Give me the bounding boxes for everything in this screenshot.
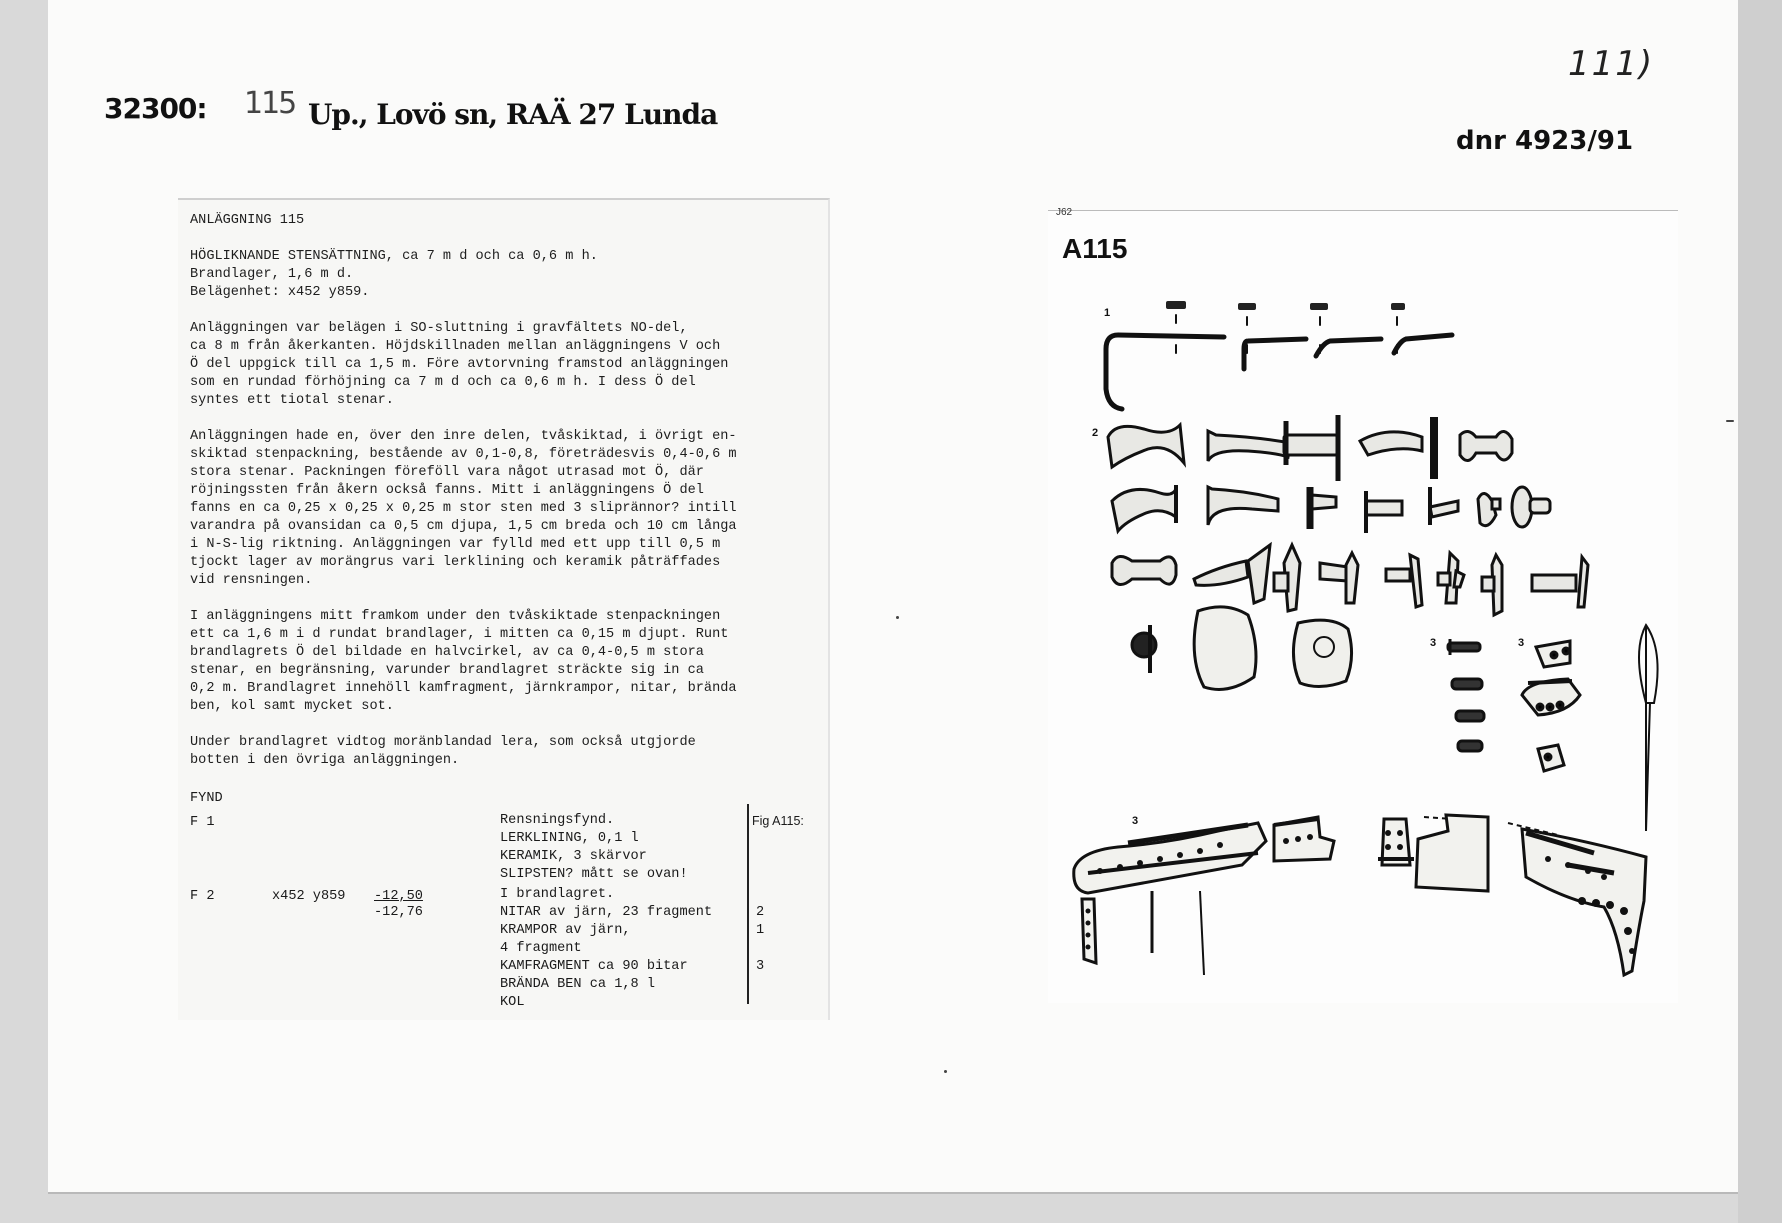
disc-rivet-drawing	[1132, 625, 1156, 673]
paragraph-line: skiktad stenpackning, bestående av 0,1-0,8, företrädesvis 0,4-0,6 m	[190, 447, 737, 462]
find-fig-ref: 3	[756, 959, 765, 974]
comb-rivet-drawing	[1452, 679, 1482, 689]
find-coords: x452 y859	[272, 889, 346, 904]
find-id: F 1	[190, 815, 215, 830]
paragraph-line: fanns en ca 0,25 x 0,25 x 0,25 m stor sten med 3 sliprännor? intill	[190, 501, 737, 516]
paragraph-line: Ö del uppgick till ca 1,5 m. Före avtorvning framstod anläggningen	[190, 357, 729, 372]
fig-column-divider	[747, 804, 749, 1004]
rivet-drawing	[1360, 417, 1434, 479]
rivet-drawing	[1478, 493, 1500, 525]
comb-fragment-drawing	[1538, 745, 1564, 771]
figure-plate	[1048, 207, 1678, 1003]
report-card	[178, 198, 830, 1020]
rivet-drawing	[1532, 557, 1588, 607]
rivet-drawing	[1482, 555, 1502, 615]
find-level-bottom: -12,76	[374, 905, 423, 920]
paragraph-line: ben, kol samt mycket sot.	[190, 699, 394, 714]
paragraph-line: vid rensningen.	[190, 573, 313, 588]
rivet-drawing	[1208, 487, 1278, 525]
comb-fragment-drawing	[1536, 641, 1570, 667]
staple-drawing	[1238, 303, 1306, 369]
paragraph-line: tjockt lager av morängrus vari lerklining och keramik påträffades	[190, 555, 721, 570]
rivets-group	[1108, 415, 1588, 615]
catalog-number: 32300:	[104, 92, 207, 125]
summary-line: Belägenhet: x452 y859.	[190, 285, 370, 300]
rivet-drawing	[1430, 487, 1458, 525]
staples-group	[1106, 301, 1452, 409]
find-line: I brandlagret.	[500, 887, 615, 902]
catalog-handwritten-suffix: 115	[244, 86, 296, 121]
label-comb-plates: 3	[1518, 637, 1525, 649]
rivet-drawing	[1112, 485, 1176, 531]
paragraph-line: I anläggningens mitt framkom under den tvåskiktade stenpackningen	[190, 609, 721, 624]
whetstone-drawing	[1293, 620, 1351, 686]
rivet-drawing	[1386, 555, 1422, 607]
misc-finds-group	[1132, 607, 1658, 831]
label-comb-rivets: 3	[1430, 637, 1437, 649]
paragraph-line: som en rundad förhöjning ca 7 m d och ca 0,6 m h. I dess Ö del	[190, 375, 696, 390]
rivet-drawing	[1512, 487, 1550, 527]
rivet-drawing	[1310, 487, 1336, 529]
find-fig-ref: 1	[756, 923, 765, 938]
summary-line: Brandlager, 1,6 m d.	[190, 267, 354, 282]
find-line: BRÄNDA BEN ca 1,8 l	[500, 977, 655, 992]
scan-speck	[1726, 420, 1734, 422]
figure-title: A115	[1062, 233, 1128, 264]
comb-drawing	[1074, 815, 1646, 975]
comb-rivet-drawing	[1448, 639, 1480, 655]
paragraph-line: stenar, en begränsning, varunder brandlagret sträckte sig in ca	[190, 663, 704, 678]
finds-heading: FYND	[190, 791, 223, 806]
find-line: SLIPSTEN? mått se ovan!	[500, 867, 688, 882]
paragraph-line: syntes ett tiotal stenar.	[190, 393, 394, 408]
handwritten-page-number: 111)	[1568, 44, 1655, 84]
rivet-drawing	[1194, 545, 1270, 603]
pin-drawing	[1639, 625, 1658, 831]
scanner-background	[1738, 0, 1782, 1223]
comb-fragment-drawing	[1522, 679, 1580, 715]
rivet-drawing	[1438, 553, 1464, 603]
rivet-drawing	[1320, 553, 1358, 603]
label-rivets: 2	[1092, 427, 1099, 439]
comb-rivet-drawing	[1458, 741, 1482, 751]
paragraph-line: Under brandlagret vidtog moränblandad lera, som också utgjorde	[190, 735, 696, 750]
fig-column-header: Fig A115:	[752, 814, 804, 828]
find-line: 4 fragment	[500, 941, 582, 956]
report-title: ANLÄGGNING 115	[190, 213, 305, 228]
label-staples: 1	[1104, 307, 1111, 319]
find-fig-ref: 2	[756, 905, 765, 920]
find-line: NITAR av järn, 23 fragment	[500, 905, 713, 920]
paragraph-line: botten i den övriga anläggningen.	[190, 753, 460, 768]
staple-drawing	[1106, 301, 1224, 409]
paragraph-line: i N-S-lig riktning. Anläggningen var fylld med ett upp till 0,5 m	[190, 537, 721, 552]
scan-speck	[896, 616, 899, 619]
rivet-drawing	[1112, 556, 1176, 584]
comb-rivet-drawing	[1456, 711, 1484, 721]
rivet-drawing	[1284, 415, 1338, 481]
find-id: F 2	[190, 889, 215, 904]
rivet-drawing	[1108, 425, 1184, 467]
paragraph-line: röjningssten från åkern också fanns. Mitt i anläggningens Ö del	[190, 483, 704, 498]
dnr-reference: dnr 4923/91	[1456, 126, 1634, 156]
paragraph-line: Anläggningen var belägen i SO-sluttning i gravfältets NO-del,	[190, 321, 688, 336]
rivet-drawing	[1460, 431, 1512, 460]
find-line: KOL	[500, 995, 525, 1010]
finds-table	[190, 790, 810, 1030]
rivet-drawing	[1274, 545, 1300, 611]
find-line: KAMFRAGMENT ca 90 bitar	[500, 959, 688, 974]
paragraph-line: brandlagrets Ö del bildade en halvcirkel, av ca 0,4-0,5 m stora	[190, 645, 704, 660]
paragraph-line: stora stenar. Packningen föreföll vara något utrasad mot Ö, där	[190, 465, 704, 480]
scan-speck	[944, 1070, 947, 1073]
paragraph-line: ett ca 1,6 m i d rundat brandlager, i mitten ca 0,15 m djupt. Runt	[190, 627, 729, 642]
find-line: Rensningsfynd.	[500, 813, 615, 828]
label-comb: 3	[1132, 815, 1139, 827]
find-level-top: -12,50	[374, 889, 423, 904]
rivet-drawing	[1208, 431, 1290, 461]
paragraph-line: 0,2 m. Brandlagret innehöll kamfragment, järnkrampor, nitar, brända	[190, 681, 737, 696]
find-line: KERAMIK, 3 skärvor	[500, 849, 647, 864]
site-name: Up., Lovö sn, RAÄ 27 Lunda	[308, 98, 718, 131]
paragraph-line: Anläggningen hade en, över den inre delen, tvåskiktad, i övrigt en-	[190, 429, 737, 444]
artifact-drawings	[1048, 211, 1678, 1003]
staple-drawing	[1310, 303, 1381, 356]
paragraph-line: varandra på ovansidan ca 0,5 cm djupa, 1,5 cm breda och 10 cm långa	[190, 519, 737, 534]
page-fragment: J62	[1056, 207, 1073, 218]
summary-line: HÖGLIKNANDE STENSÄTTNING, ca 7 m d och ca 0,6 m h.	[190, 249, 598, 264]
find-line: LERKLINING, 0,1 l	[500, 831, 639, 846]
staple-drawing	[1391, 303, 1452, 353]
clay-lump-drawing	[1194, 607, 1256, 690]
find-line: KRAMPOR av järn,	[500, 923, 631, 938]
paragraph-line: ca 8 m från åkerkanten. Höjdskillnaden mellan anläggningens V och	[190, 339, 721, 354]
rivet-drawing	[1366, 491, 1402, 533]
